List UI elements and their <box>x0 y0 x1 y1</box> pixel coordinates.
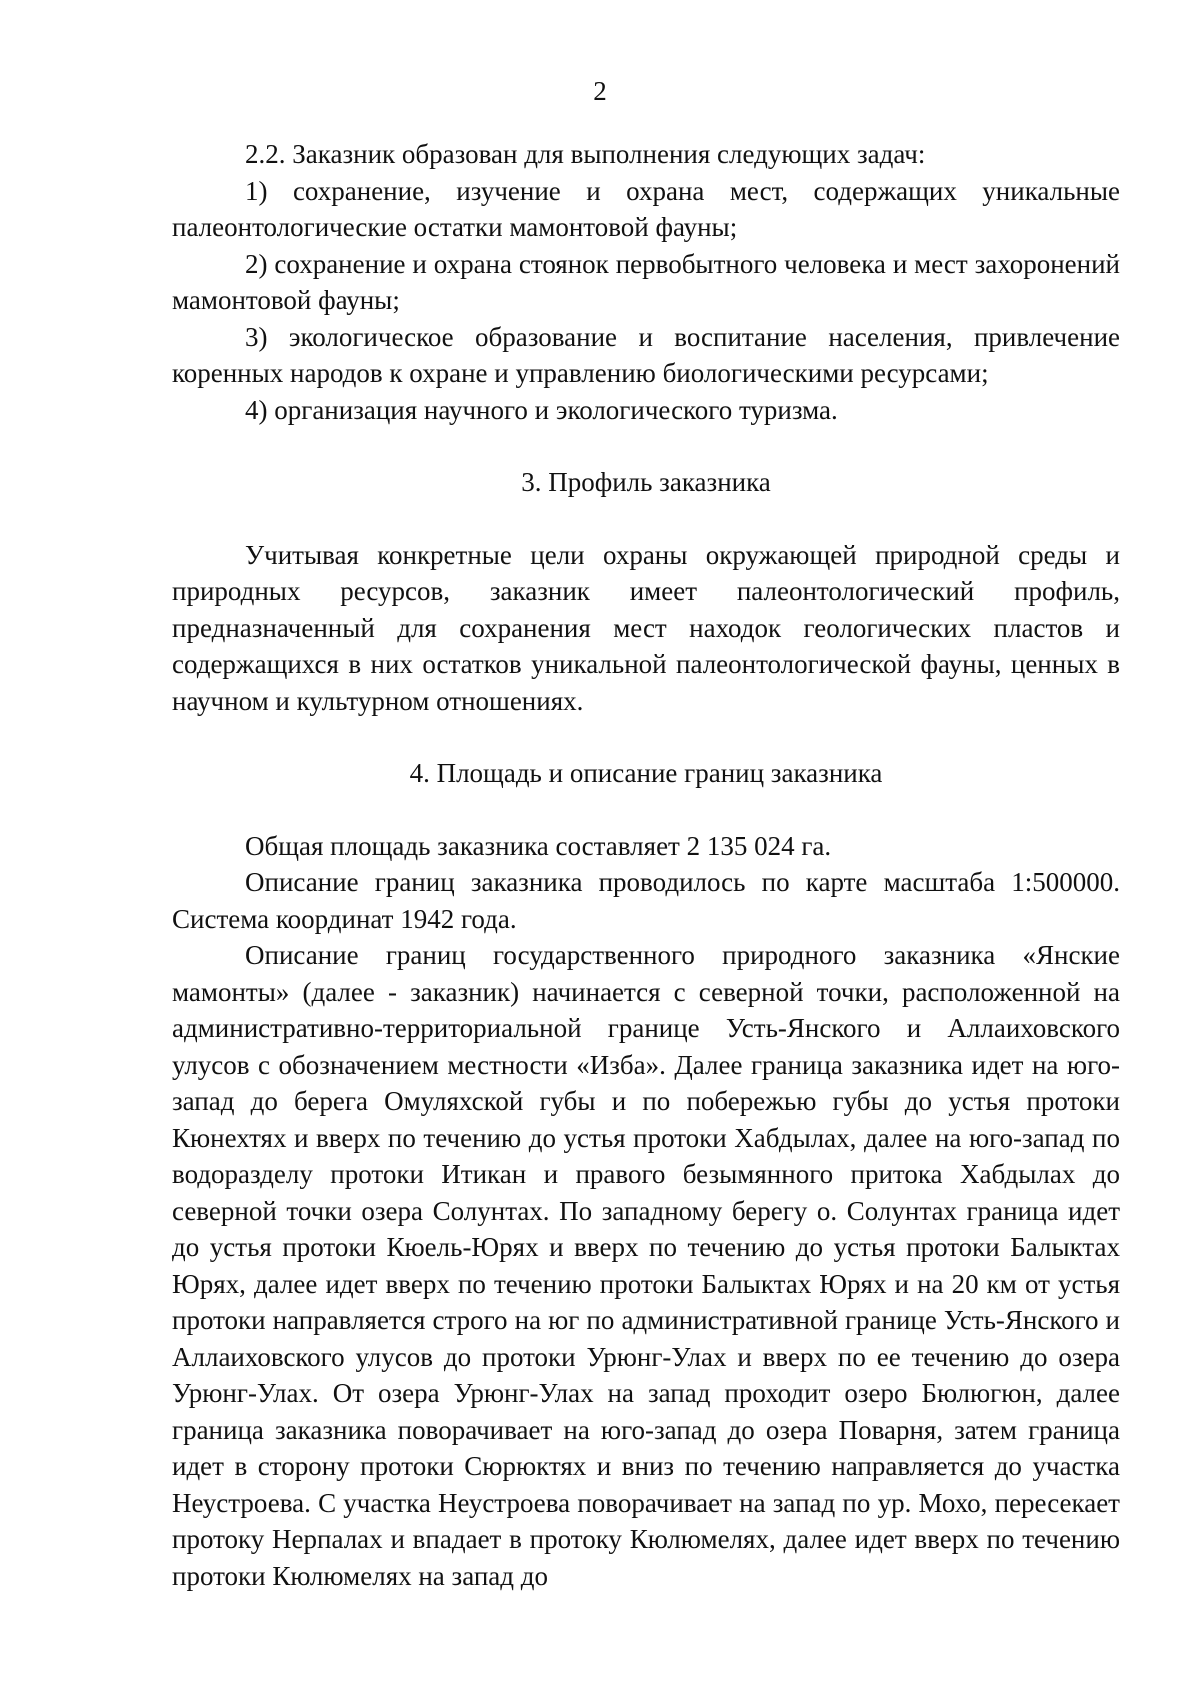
section-4-heading: 4. Площадь и описание границ заказника <box>409 758 883 788</box>
task-item-3: 3) экологическое образование и воспитание населения, привлечение коренных народов к охране и управлению биологическими ресурсами; <box>172 321 1120 388</box>
section-4-area: Общая площадь заказника составляет 2 135 024 га. <box>245 830 832 861</box>
task-item-4: 4) организация научного и экологического туризма. <box>245 394 838 425</box>
page-number: 2 <box>593 76 607 106</box>
section-3-heading: 3. Профиль заказника <box>521 467 771 497</box>
section-3-text: Учитывая конкретные цели охраны окружающей природной среды и природных ресурсов, заказник имеет палеонтологический профиль, предназначенный для сохранения мест находок геологических пластов и содержащихся в них остатков уникальной палеонтологической фауны, ценных в научном и культурном отношениях. <box>172 539 1120 716</box>
task-item-2: 2) сохранение и охрана стоянок первобытного человека и мест захоронений мамонтовой фауны; <box>172 248 1120 315</box>
task-item-1: 1) сохранение, изучение и охрана мест, содержащих уникальные палеонтологические остатки мамонтовой фауны; <box>172 175 1120 242</box>
section-4-boundary: Описание границ государственного природного заказника «Янские мамонты» (далее - заказник) начинается с северной точки, расположенной на административно-территориальной границе Усть-Янского и Аллаиховского улусов с обозначением местности «Изба». Далее граница заказника идет на юго-запад до берега Омуляхской губы и по побережью губы до устья протоки Кюнехтях и вверх по течению до устья протоки Хабдылах, далее на юго-запад по водоразделу протоки Итикан и правого безымянного притока Хабдылах до северной точки озера Солунтах. По западному берегу о. Солунтах граница идет до устья протоки Кюель-Юрях и вверх по течению до устья протоки Балыктах Юрях, далее идет вверх по течению протоки Балыктах Юрях и на 20 км от устья протоки направляется строго на юг по административной границе Усть-Янского и Аллаиховского улусов до протоки Урюнг-Улах и вверх по ее течению до озера Урюнг-Улах. От озера Урюнг-Улах на запад проходит озеро Бюлюгюн, далее граница заказника поворачивает на юго-запад до озера Поварня, затем граница идет в сторону протоки Сюрюктях и вниз по течению направляется до участка Неустроева. С участка Неустроева поворачивает на запад по ур. Мохо, пересекает протоку Нерпалах и впадает в протоку Кюлюмелях, далее идет вверх по течению протоки Кюлюмелях на запад до <box>172 940 1120 1591</box>
section-4-map-info: Описание границ заказника проводилось по карте масштаба 1:500000. Система координат 1942 года. <box>172 867 1120 934</box>
section-2-intro: 2.2. Заказник образован для выполнения следующих задач: <box>245 139 926 169</box>
document-body <box>172 136 1120 1594</box>
